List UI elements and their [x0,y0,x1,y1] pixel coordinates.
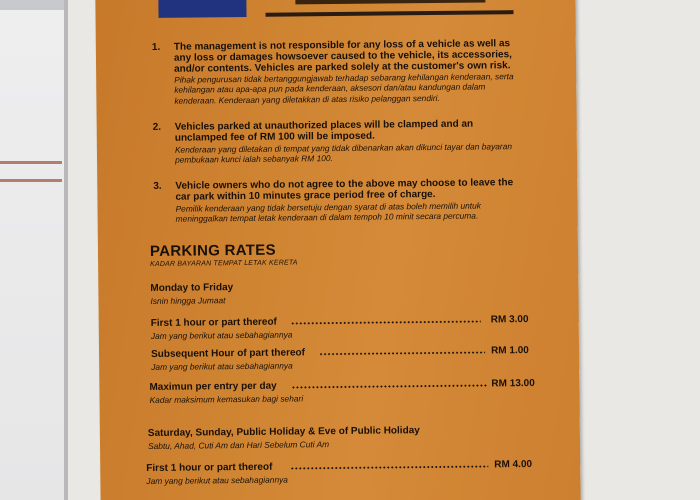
rate-label-ms: Jam yang berikut atau sebahagiannya [151,360,293,372]
rule-text-ms: Kenderaan yang diletakan di tempat yang tidak dibenarkan akan dikunci tayar dan bayaran pembukaan kunci ialah sebanyak RM 100. [174,141,513,166]
header-text-band [295,0,485,4]
rule-text-ms: Pihak pengurusan tidak bertanggungjawab terhadap sebarang kehilangan kenderaan, serta kehilangan atau apa-apa pun pada kenderaan, aksesori dan/atau kandungan dalam kenderaan. Kenderaan yang diletakkan di atas risiko pelanggan sendiri. [174,71,514,106]
rate-price: RM 3.00 [490,314,529,326]
weekend-heading-ms: Sabtu, Ahad, Cuti Am dan Hari Sebelum Cuti Am [147,439,330,451]
rule-text-en: The management is not responsible for any loss of a vehicle as well as any loss or damages howsoever caused to the vehicle, its accessories, and/or contents. Vehicles are parked solely at the customer's own risk. [173,38,512,75]
rule-number: 1. [151,41,161,53]
rate-label-ms: Jam yang berikut atau sebahagiannya [150,329,293,341]
dot-leader [291,384,487,388]
weekend-heading: Saturday, Sunday, Public Holiday & Eve of Public Holiday [147,425,420,440]
rates-title: PARKING RATES [149,241,276,260]
left-panel [0,0,68,500]
rule-number: 3. [153,180,162,192]
rate-price: RM 4.00 [494,458,533,471]
rate-price: RM 1.00 [490,345,529,357]
rate-label: Subsequent Hour of part thereof [151,347,306,360]
rail [0,161,62,164]
rate-label: Maximun per entry per day [149,380,277,393]
panel-edge [64,0,68,500]
dot-leader [290,465,488,469]
rule-text-en: Vehicle owners who do not agree to the above may choose to leave the car park within 10 minutes grace period free of charge. [175,177,514,203]
header-rule [266,10,514,17]
rate-label-ms: Jam yang berikut atau sebahagiannya [146,474,288,487]
rate-price: RM 13.00 [491,377,535,390]
rates-subtitle: KADAR BAYARAN TEMPAT LETAK KERETA [150,259,298,268]
dot-leader [319,351,485,355]
rail [0,179,62,182]
parking-sign [95,0,580,500]
rule-number: 2. [152,121,162,133]
rate-label-ms: Kadar maksimum kemasukan bagi sehari [149,393,304,405]
weekday-heading-ms: Isnin hingga Jumaat [150,295,226,306]
dot-leader [291,321,481,325]
rate-label: First 1 hour or part thereof [150,316,277,329]
weekday-heading: Monday to Friday [150,282,234,294]
rule-text-en: Vehicles parked at unauthorized places will be clamped and an unclamped fee of RM 100 will be imposed. [174,118,474,144]
rule-text-ms: Pemilik kenderaan yang tidak bersetuju dengan syarat di atas boleh memilih untuk meninggalkan tempat letak kenderaan di dalam tempoh 10 minit secara percuma. [175,200,481,225]
rate-label: First 1 hour or part thereof [146,461,273,475]
logo-block [158,0,246,18]
